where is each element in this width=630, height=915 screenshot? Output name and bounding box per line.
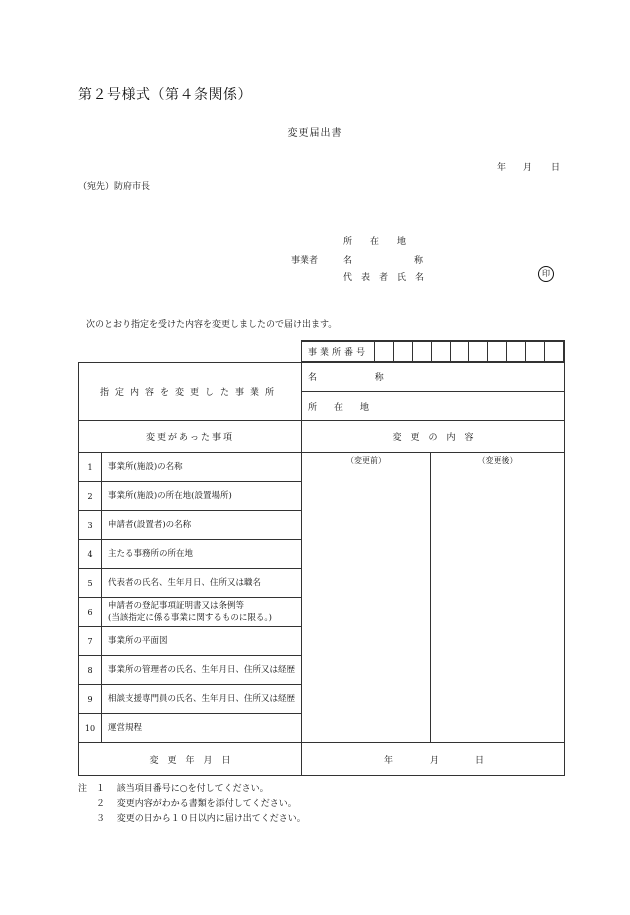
item-label: 事業所の平面図 xyxy=(102,627,302,656)
blank-cell xyxy=(79,341,302,363)
office-number-digit[interactable] xyxy=(431,342,450,362)
date-day-label: 日 xyxy=(551,163,561,173)
item-number: 8 xyxy=(79,656,102,685)
document-title: 変更届出書 xyxy=(287,128,343,139)
seal-mark: 印 xyxy=(538,266,554,282)
office-number-digit[interactable] xyxy=(545,342,564,362)
applicant-address-label: 所 在 地 xyxy=(343,237,407,247)
office-number-digit[interactable] xyxy=(507,342,526,362)
change-date-day: 日 xyxy=(475,756,485,766)
note-2 xyxy=(96,796,297,809)
change-date-field[interactable] xyxy=(302,743,565,776)
change-content-header: 変 更 の 内 容 xyxy=(302,421,565,453)
item-number: 6 xyxy=(79,598,102,627)
change-date-year: 年 xyxy=(384,756,394,766)
item-label: 相談支援専門員の氏名、生年月日、住所又は経歴 xyxy=(102,685,302,714)
applicant-name-label-left: 名 xyxy=(343,256,353,266)
designated-office-label: 指定内容を変更した事業所 xyxy=(79,363,302,421)
office-number-digit[interactable] xyxy=(488,342,507,362)
note-text: 変更内容がわかる書類を添付してください。 xyxy=(116,799,297,809)
office-number-digit[interactable] xyxy=(393,342,412,362)
form-number: 第２号様式（第４条関係） xyxy=(78,87,252,103)
note-text: 変更の日から１０日以内に届け出てください。 xyxy=(116,814,306,824)
note-text: 該当項目番号に○を付してください。 xyxy=(116,784,269,794)
office-name-label-1: 名 xyxy=(308,373,322,383)
office-number-digit[interactable] xyxy=(469,342,488,362)
note-prefix: ２ xyxy=(96,799,106,809)
date-year-label: 年 xyxy=(497,163,507,173)
applicant-representative-label: 代 表 者 氏 名 xyxy=(343,273,425,283)
item-number: 2 xyxy=(79,482,102,511)
item-label: 事業所(施設)の所在地(設置場所) xyxy=(102,482,302,511)
note-3 xyxy=(96,811,306,824)
item-number: 10 xyxy=(79,714,102,743)
note-1 xyxy=(78,781,269,794)
office-number-digit[interactable] xyxy=(450,342,469,362)
change-before-cell[interactable] xyxy=(302,453,431,743)
office-name-label-2: 称 xyxy=(374,373,388,383)
office-name-field[interactable] xyxy=(302,363,565,392)
date-month-label: 月 xyxy=(523,163,533,173)
office-number-digit[interactable] xyxy=(412,342,431,362)
item-label: 事業所の管理者の氏名、生年月日、住所又は経歴 xyxy=(102,656,302,685)
item-number: 3 xyxy=(79,511,102,540)
item-label: 運営規程 xyxy=(102,714,302,743)
change-before-label: （変更前） xyxy=(346,456,386,465)
office-address-label: 所 在 地 xyxy=(308,402,374,413)
item-number: 1 xyxy=(79,453,102,482)
intro-text: 次のとおり指定を受けた内容を変更しましたので届け出ます。 xyxy=(86,320,338,330)
change-after-label: （変更後） xyxy=(477,456,518,465)
item-label: 主たる事務所の所在地 xyxy=(102,540,302,569)
applicant-label: 事業者 xyxy=(291,256,319,266)
office-number-row xyxy=(302,341,565,363)
office-number-digit[interactable] xyxy=(375,342,394,362)
changed-items-header: 変更があった事項 xyxy=(79,421,302,453)
item-label: 代表者の氏名、生年月日、住所又は職名 xyxy=(102,569,302,598)
note-prefix: 注 １ xyxy=(78,784,106,794)
item-label: 申請者(設置者)の名称 xyxy=(102,511,302,540)
addressee: （宛先）防府市長 xyxy=(78,182,151,192)
note-prefix: ３ xyxy=(96,814,106,824)
item-number: 7 xyxy=(79,627,102,656)
item-number: 9 xyxy=(79,685,102,714)
item-number: 5 xyxy=(79,569,102,598)
item-label: 事業所(施設)の名称 xyxy=(102,453,302,482)
item-label: 申請者の登記事項証明書又は条例等 (当該指定に係る事業に関するものに限る。) xyxy=(102,598,302,627)
office-number-label: 事業所番号 xyxy=(302,342,375,362)
change-date-label: 変 更 年 月 日 xyxy=(79,743,302,776)
item-number: 4 xyxy=(79,540,102,569)
change-after-cell[interactable] xyxy=(431,453,565,743)
change-notification-table xyxy=(78,340,565,776)
change-date-month: 月 xyxy=(430,756,440,766)
office-number-digit[interactable] xyxy=(526,342,545,362)
applicant-name-label-right: 称 xyxy=(414,256,424,266)
office-address-field[interactable] xyxy=(302,392,565,421)
